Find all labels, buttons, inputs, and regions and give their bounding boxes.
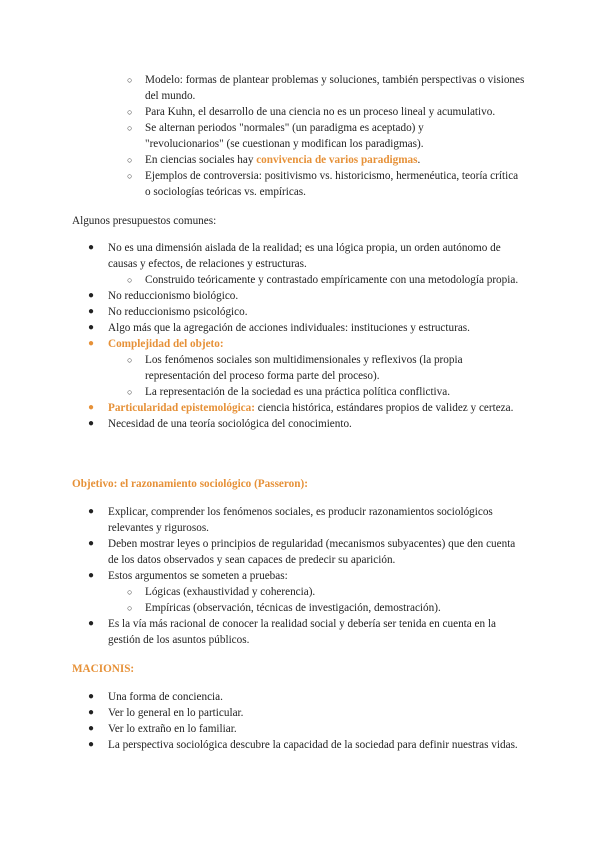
list-item: ○ Los fenómenos sociales son multidimensionales y reflexivos (la propia representación del proceso forma parte del proceso). bbox=[127, 354, 463, 382]
list-item: ● Complejidad del objeto: bbox=[88, 338, 224, 350]
circle-bullet-icon: ○ bbox=[127, 155, 133, 165]
list-item: ● No reduccionismo biológico. bbox=[88, 290, 239, 302]
circle-bullet-icon: ○ bbox=[127, 123, 133, 133]
section-heading-objetivo: Objetivo: el razonamiento sociológico (Passeron): bbox=[72, 478, 308, 490]
circle-bullet-icon: ○ bbox=[127, 107, 133, 117]
list-item: ○ Modelo: formas de plantear problemas y soluciones, también perspectivas o visiones del mundo. bbox=[127, 74, 525, 102]
dot-bullet-icon: ● bbox=[88, 506, 95, 517]
circle-bullet-icon: ○ bbox=[127, 75, 133, 85]
dot-bullet-icon: ● bbox=[88, 739, 95, 750]
list-item: ● No reduccionismo psicológico. bbox=[88, 306, 248, 318]
highlight-text: convivencia de varios paradigmas bbox=[256, 154, 418, 166]
dot-bullet-icon: ● bbox=[88, 290, 95, 301]
objetivo-list bbox=[0, 504, 600, 648]
circle-bullet-icon: ○ bbox=[127, 587, 133, 597]
list-item: ● Es la vía más racional de conocer la realidad social y debería ser tenida en cuenta en la gestión de los asuntos públicos. bbox=[88, 618, 496, 646]
circle-bullet-icon: ○ bbox=[127, 387, 133, 397]
dot-bullet-icon: ● bbox=[88, 707, 95, 718]
list-item: ● Ver lo general en lo particular. bbox=[88, 707, 244, 719]
list-item: ● Ver lo extraño en lo familiar. bbox=[88, 723, 237, 735]
dot-bullet-icon: ● bbox=[88, 570, 95, 581]
dot-bullet-icon: ● bbox=[88, 402, 95, 413]
list-item: ○ En ciencias sociales hay convivencia de varios paradigmas. bbox=[127, 154, 421, 166]
circle-bullet-icon: ○ bbox=[127, 355, 133, 365]
dot-bullet-icon: ● bbox=[88, 618, 95, 629]
circle-bullet-icon: ○ bbox=[127, 171, 133, 181]
circle-bullet-icon: ○ bbox=[127, 603, 133, 613]
list-item: ○ Empíricas (observación, técnicas de investigación, demostración). bbox=[127, 602, 441, 614]
list-item: ● Deben mostrar leyes o principios de regularidad (mecanismos subyacentes) que den cuenta de los datos observados y sean capaces de predecir su aparición. bbox=[88, 538, 516, 566]
list-item: ○ Lógicas (exhaustividad y coherencia). bbox=[127, 586, 316, 598]
list-item: ○ La representación de la sociedad es una práctica política conflictiva. bbox=[127, 386, 451, 398]
paradigm-list bbox=[0, 72, 600, 200]
list-item: ● Particularidad epistemológica: ciencia histórica, estándares propios de validez y certeza. bbox=[88, 402, 514, 414]
list-item: ○ Ejemplos de controversia: positivismo vs. historicismo, hermenéutica, teoría crítica o sociologías teóricas vs. empíricas. bbox=[127, 170, 519, 198]
dot-bullet-icon: ● bbox=[88, 322, 95, 333]
list-item: ○ Construido teóricamente y contrastado empíricamente con una metodología propia. bbox=[127, 274, 519, 286]
dot-bullet-icon: ● bbox=[88, 418, 95, 429]
dot-bullet-icon: ● bbox=[88, 338, 95, 349]
dot-bullet-icon: ● bbox=[88, 242, 95, 253]
list-item: ● La perspectiva sociológica descubre la capacidad de la sociedad para definir nuestras vidas. bbox=[88, 739, 518, 751]
presupuestos-list bbox=[0, 240, 600, 432]
list-item: ● Necesidad de una teoría sociológica del conocimiento. bbox=[88, 418, 352, 430]
list-item: ○ Para Kuhn, el desarrollo de una ciencia no es un proceso lineal y acumulativo. bbox=[127, 106, 496, 118]
dot-bullet-icon: ● bbox=[88, 723, 95, 734]
list-item: ● No es una dimensión aislada de la realidad; es una lógica propia, un orden autónomo de causas y efectos, de relaciones y estructuras. bbox=[88, 242, 501, 270]
list-item: ● Estos argumentos se someten a pruebas: bbox=[88, 570, 288, 582]
list-item: ● Algo más que la agregación de acciones individuales: instituciones y estructuras. bbox=[88, 322, 470, 334]
dot-bullet-icon: ● bbox=[88, 691, 95, 702]
list-item: ● Explicar, comprender los fenómenos sociales, es producir razonamientos sociológicos relevantes y rigurosos. bbox=[88, 506, 493, 534]
presupuestos-intro: Algunos presupuestos comunes: bbox=[72, 215, 217, 227]
list-item: ● Una forma de conciencia. bbox=[88, 691, 223, 703]
macionis-list bbox=[0, 689, 600, 753]
circle-bullet-icon: ○ bbox=[127, 275, 133, 285]
dot-bullet-icon: ● bbox=[88, 306, 95, 317]
dot-bullet-icon: ● bbox=[88, 538, 95, 549]
section-heading-macionis: MACIONIS: bbox=[72, 663, 135, 675]
list-item: ○ Se alternan periodos "normales" (un paradigma es aceptado) y "revolucionarios" (se cuestionan y modifican los paradigmas). bbox=[127, 122, 424, 150]
